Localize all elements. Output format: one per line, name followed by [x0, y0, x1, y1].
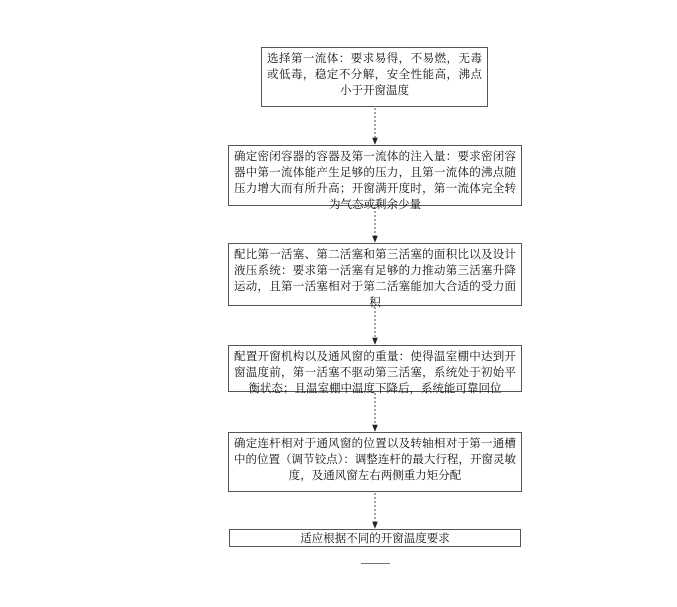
flow-step-4-window-mechanism: 配置开窗机构以及通风窗的重量：使得温室棚中达到开窗温度前，第一活塞不驱动第三活塞，系统处于初始平衡状态；且温室棚中温度下降后，系统能可靠回位 [228, 345, 522, 392]
flow-step-1-select-fluid: 选择第一流体：要求易得，不易燃，无毒或低毒，稳定不分解，安全性能高，沸点小于开窗温度 [261, 47, 488, 107]
flow-step-6-adapt-temperature: 适应根据不同的开窗温度要求 [229, 529, 521, 547]
flow-step-3-piston-ratio: 配比第一活塞、第二活塞和第三活塞的面积比以及设计液压系统：要求第一活塞有足够的力推动第三活塞升降运动，且第一活塞相对于第二活塞能加大合适的受力面积 [228, 243, 522, 306]
flow-step-2-container-volume: 确定密闭容器的容器及第一流体的注入量：要求密闭容器中第一流体能产生足够的压力，且第一流体的沸点随压力增大而有所升高；开窗满开度时，第一流体完全转为气态或剩余少量 [228, 145, 522, 206]
flow-step-5-linkage-position: 确定连杆相对于通风窗的位置以及转轴相对于第一通槽中的位置（调节铰点）：调整连杆的最大行程，开窗灵敏度，及通风窗左右两侧重力矩分配 [228, 432, 522, 492]
footer-divider-line [361, 563, 390, 564]
